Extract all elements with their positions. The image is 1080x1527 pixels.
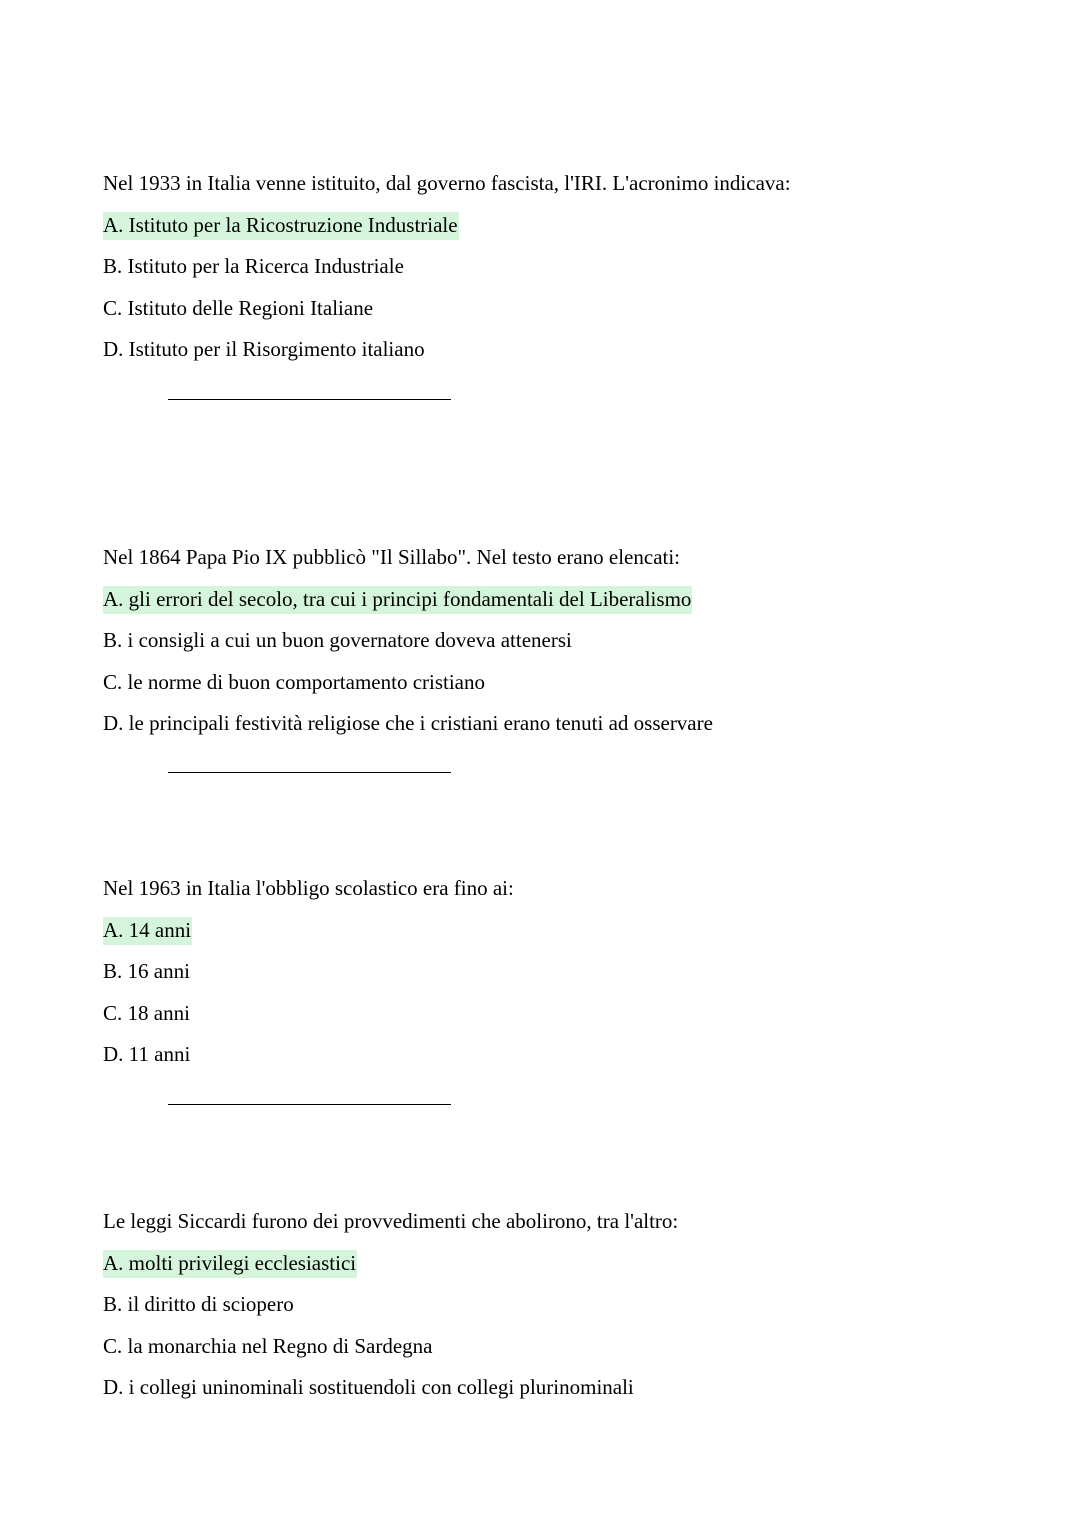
question-block-4 bbox=[103, 1201, 1003, 1409]
option-a-correct: A. gli errori del secolo, tra cui i principi fondamentali del Liberalismo bbox=[103, 586, 692, 614]
option-a-correct: A. 14 anni bbox=[103, 917, 192, 945]
option-b: B. 16 anni bbox=[103, 959, 190, 984]
option-b: B. i consigli a cui un buon governatore doveva attenersi bbox=[103, 628, 572, 653]
option-a-correct: A. molti privilegi ecclesiastici bbox=[103, 1250, 357, 1278]
option-c: C. Istituto delle Regioni Italiane bbox=[103, 295, 374, 320]
option-d: D. Istituto per il Risorgimento italiano bbox=[103, 337, 425, 362]
question-block-3 bbox=[103, 868, 1003, 1076]
separator-line bbox=[168, 1104, 451, 1105]
option-a-correct: A. Istituto per la Ricostruzione Industriale bbox=[103, 212, 459, 240]
question-text: Le leggi Siccardi furono dei provvedimenti che abolirono, tra l'altro: bbox=[103, 1209, 679, 1233]
option-d: D. 11 anni bbox=[103, 1042, 191, 1067]
question-text: Nel 1864 Papa Pio IX pubblicò "Il Sillabo". Nel testo erano elencati: bbox=[103, 545, 681, 569]
question-block-1 bbox=[103, 163, 1003, 371]
option-c: C. le norme di buon comportamento cristiano bbox=[103, 669, 485, 694]
question-text: Nel 1933 in Italia venne istituito, dal governo fascista, l'IRI. L'acronimo indicava: bbox=[103, 171, 791, 195]
option-d: D. le principali festività religiose che i cristiani erano tenuti ad osservare bbox=[103, 711, 713, 736]
separator-line bbox=[168, 772, 451, 773]
question-block-2 bbox=[103, 537, 1003, 745]
option-c: C. 18 anni bbox=[103, 1000, 190, 1025]
option-b: B. il diritto di sciopero bbox=[103, 1292, 294, 1317]
option-b: B. Istituto per la Ricerca Industriale bbox=[103, 254, 404, 279]
option-c: C. la monarchia nel Regno di Sardegna bbox=[103, 1333, 433, 1358]
separator-line bbox=[168, 399, 451, 400]
question-text: Nel 1963 in Italia l'obbligo scolastico era fino ai: bbox=[103, 876, 514, 900]
option-d: D. i collegi uninominali sostituendoli con collegi plurinominali bbox=[103, 1375, 634, 1400]
